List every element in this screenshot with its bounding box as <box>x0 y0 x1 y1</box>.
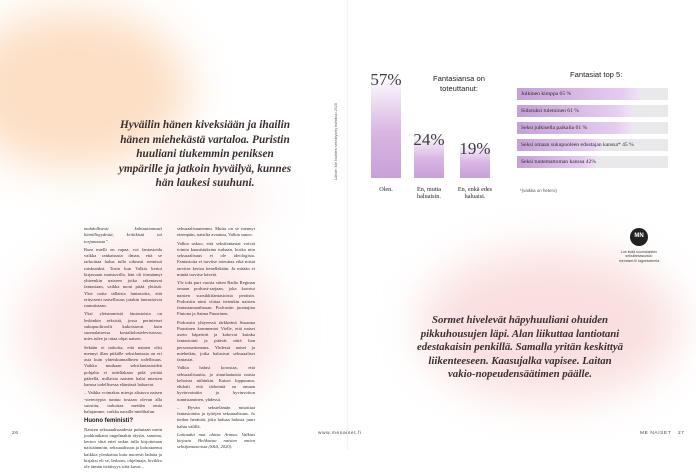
page-number-right: 27 <box>678 431 685 436</box>
fantasy-chart-title: Fantasiansa on toteuttanut: <box>433 74 485 93</box>
subheading: Huono feministi? <box>84 418 133 425</box>
top5-bar <box>517 156 668 168</box>
body-column-2 <box>177 226 255 453</box>
fantasy-bar-value: 24% <box>413 130 445 149</box>
body-paragraph: Yksi yleisimmistä fantasioista on lesbinkin seksistä, jossa perinteiset sukupuoliroolit kukoistavat kuin suomalaisessa kostaliolostelevisiossa; mies tulee ja ottaa ohjat naisen. <box>84 311 162 342</box>
pull-quote-left: Hyväilin hänen kiveksiään ja ihailin hänen miehekästä vartaloa. Puristin huuliani tiukemmin peniksen ympärille ja jatkoin hyväilyä, kunnes hän laukesi suuhuni. <box>118 119 292 189</box>
body-paragraph: Naisten seksuaalisuudesta puhutaan usein juokkiaikana ongelmakin täysin, sanoina, kertoo siitä ettei onkin tulla kirjoitetaan naisiäännöin, seksuaalisuus ja kohottaenut kaikkia ylenkattaa kuin nuoresti ladatta ja kirjaksi eli se, lesbous, ohjelmaja, kivikko ole tämän tietäisyys siitä kuvat... <box>84 426 162 469</box>
fantasy-bar-value: 57% <box>370 69 402 89</box>
body-paragraph: Valkia uskoo, että seksifantasiat voivat toimia kaunistuksina turhaan, koska niin seksuaalisuus ei ole ideologista. Fantasioita ei tarvitse toteuttaa eikä niistä tarvitse kertoa kenellekään. Ja mitään ei minää tarvitse hävetä. <box>177 240 255 277</box>
fantasy-bar-label: En, mutta haluaisin. <box>416 186 442 201</box>
body-paragraph: seksuaalisuutenmu. Mutta on se mennyt eteenpäin, naisilta avautuu, Valkia sanoo. <box>177 226 255 238</box>
body-paragraph: Sekään ei tarkoita, että nainen olisi mennyt illan pitkälle seksifantasia on eri asia kuin yhteiskunnallinen todellisuus. Vaikka muikaan seksifantasioiden pohjalta ei todellakaan pidä yrittää päätellä, millaisia naisten halut miesten kanssa todellisessa elämässä haluavat. <box>84 344 162 387</box>
top5-bar-label: Seksi tuntemattoman kanssa 42% <box>521 158 597 165</box>
body-paragraph: Rum mielli on vapaa, voi fantasioida vaikka rankaisusta ilman, että se tarkoittaa halua tulla oikeasti riemissä ruiskutuksi. Tosin kun Valkia kertoi kirjassaan maistuvilla, hän oli törmännyt yhteenkin naiseen jotka rakentavat fantasiaan, vaikka moni pitää yhtäsiä. Yksi noita tällaisia fantasioita, että erityisesti naisellisuus jotakin fantasioivat ruumiistaan. <box>84 246 162 308</box>
logo-caption: Lue lisää suomalaisten seksifantasioista: menaiset.fi/ tagseksikerta <box>618 250 660 263</box>
source-credit: Lähde: Me Naisten seksikysely huhtikuu 2020 <box>334 102 338 180</box>
body-paragraph: Yle toki puri vuosia sitten Radio Reginan omaan podcast-sarjaan, joka koostui naisten suosikkifantasioista peräisin. Podcastin nimi viittaa tietenkin naisten fantasiamaailmaan. Podcastin juontajina Fintona ja Saima Puustinen. <box>177 280 255 317</box>
page-number-left: 26 <box>12 431 19 436</box>
top5-bar-label: Sidotuksi tuleminen 61 % <box>521 107 579 114</box>
body-paragraph: – Vaikka voimakas miesja alistuva naisen -stereotypia tuntuu tosiaan olevan alla suosittu, tarkoitaa meidän omia halujamme, vaikka naisille mielihalun. <box>84 390 162 414</box>
top5-bar-label: Seksi julkisella paikalla 61 % <box>521 124 588 131</box>
top5-bar <box>517 88 668 100</box>
top5-bar-label: Seksi omaan sukupuoleen edustajan kanssa* 45 % <box>521 141 634 148</box>
top5-bar <box>517 105 668 117</box>
page-gutter <box>347 0 349 450</box>
pull-quote-right: Sormet hivelevät häpyhuuliani ohuiden pikkuhousujen läpi. Alan liikuttaa lantiotani edestakaisin penkillä. Samalla yritän keskittyä liikenteeseen. Kaasujalka vapisee. Laitan vakio-nopeudensäätimen päälle. <box>416 314 624 381</box>
fantasy-bar-label: Olen. <box>379 186 393 193</box>
body-paragraph: Valkia halusi korostaa, että seksuaalisuutta, ja ainutlaatuista naista kehoista niihinkin. Katsoi loppuunsa, ehdotti että tärkeintä on omaan hyvinvointiin ja hyvinvoiton tunnistaminen, yhdessä. <box>177 365 255 402</box>
top5-footnote: *(vaikka on hetero) <box>520 188 557 193</box>
body-paragraph: Laitaudut mut ohitsa Armaa. Valkias kirjasta Hehkuvaa naisten omien seksifantasioista (S&S, 2020). <box>177 431 255 450</box>
body-paragraph: mahdollisesti kohtuuttomasti hämillisyydestä, kritiikistä tai torjunnasta”. <box>84 226 162 244</box>
top5-bar-label: Julkinen kimppa 65 % <box>521 90 572 97</box>
top5-title: Fantasiat top 5: <box>570 70 623 79</box>
me-naiset-logo <box>630 228 648 246</box>
body-column-1 <box>84 226 162 472</box>
body-paragraph: Podcastin yhtyeessä tärkkeänä Susanna Puustinen kommentoi Vielle, että naiset usein häpeävät ja kokevat kuinka fantasiointi ja pitävät niitä lian persoonattomana. Yhdessä naiset ja miehetkin, jotka halusivat seksuaaliset fantasiat. <box>177 319 255 362</box>
logo-text: MN <box>634 233 644 239</box>
top5-bar <box>517 122 668 134</box>
fantasy-bar-label: En, enkä edes haluaisi. <box>457 186 493 201</box>
footer-url: www.menaiset.fi <box>318 431 362 436</box>
top5-bar <box>517 139 668 151</box>
body-paragraph: – Hyvän seksielämän mitoittaa fantasiointia ja tyttöjen seksuaalisuus. Jo tiedon herättää, joka haluaa halusta juuri kahta välillä. <box>177 404 255 429</box>
footer-brand: ME NAISET <box>640 431 672 436</box>
fantasy-bar-value: 19% <box>459 139 491 159</box>
